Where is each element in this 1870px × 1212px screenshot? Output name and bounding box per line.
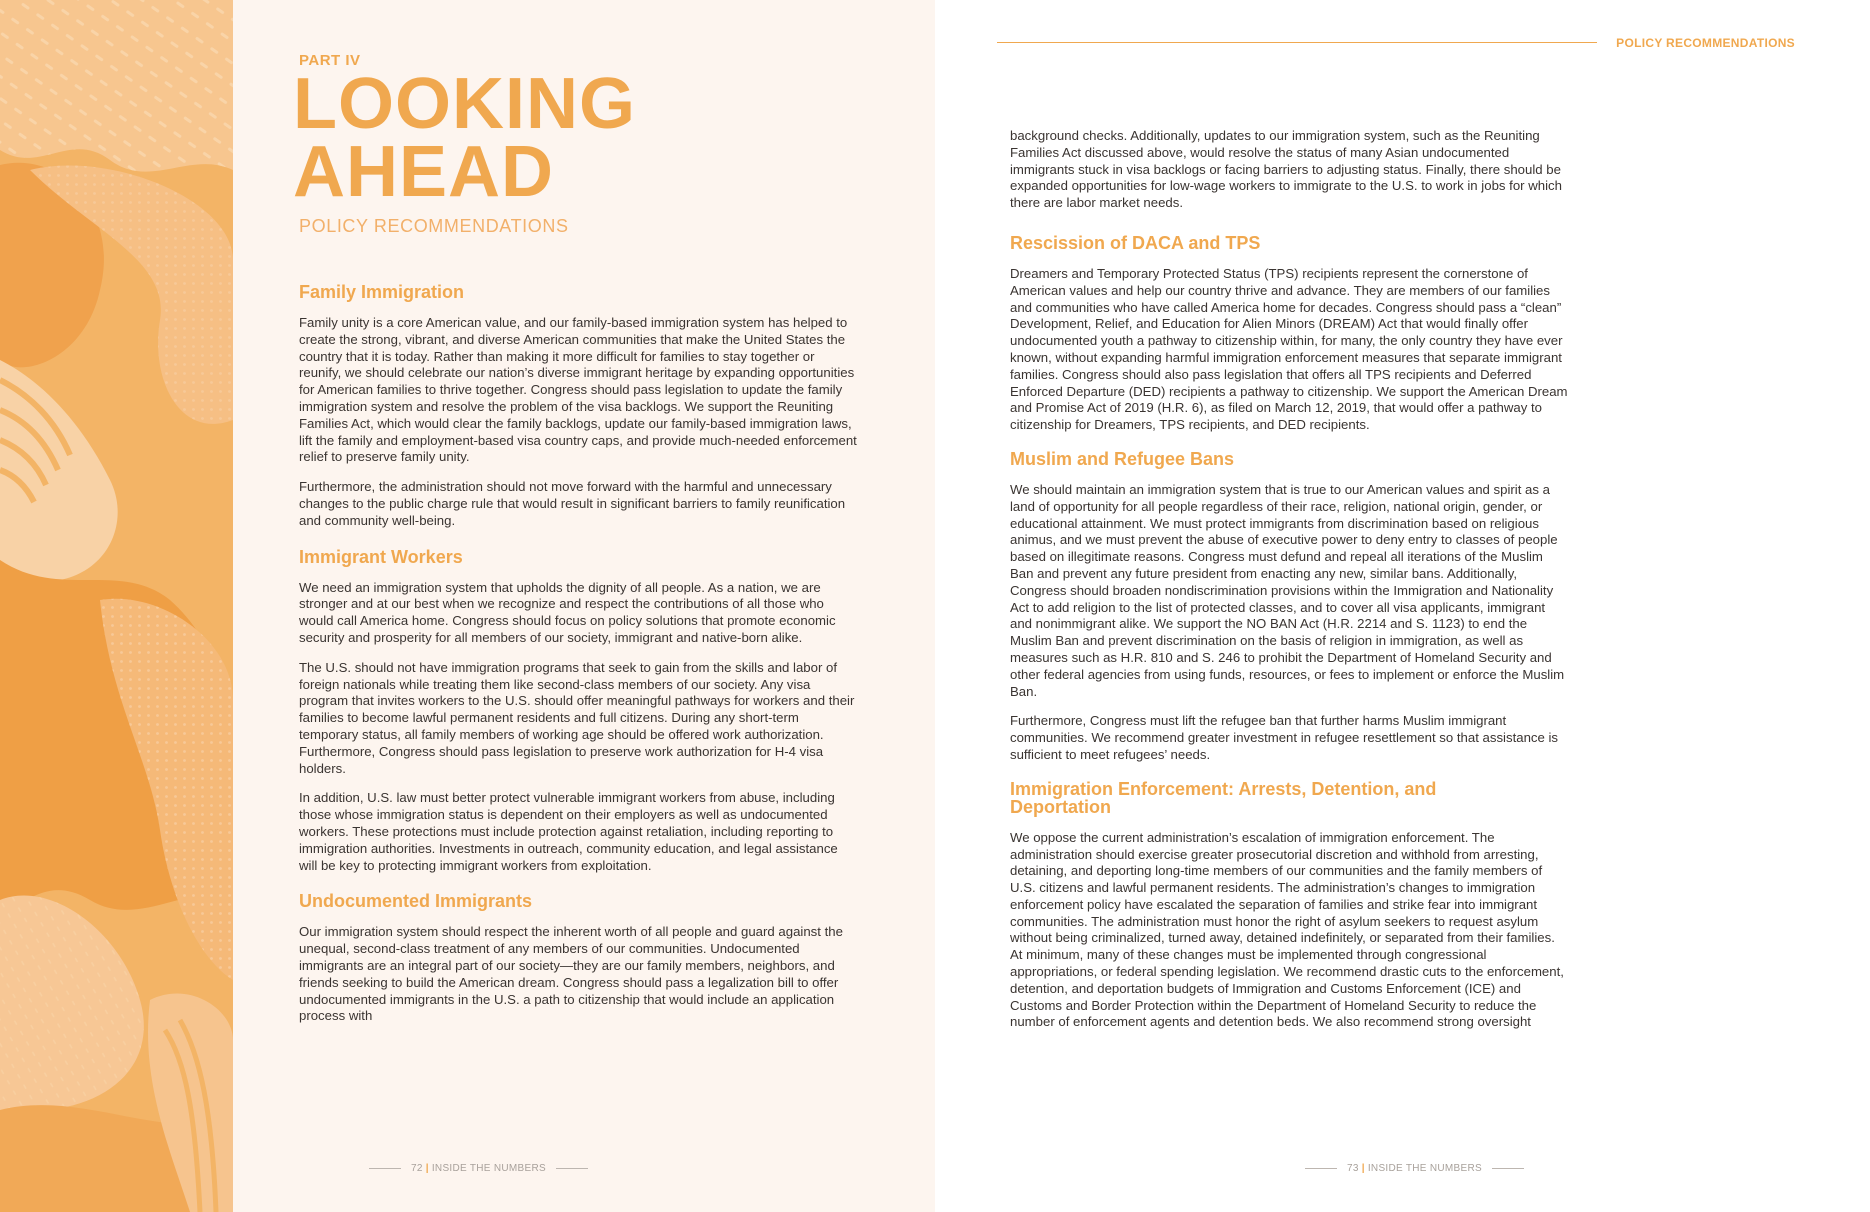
left-page-footer bbox=[359, 1163, 598, 1174]
section-muslim-refugee-bans bbox=[1010, 450, 1570, 764]
right-text-column bbox=[1010, 128, 1570, 1047]
part-label: PART IV bbox=[299, 52, 361, 69]
paragraph: We need an immigration system that upholds the dignity of all people. As a nation, we are stronger and at our best when we recognize and respect the contributions of all those who would call America home. Congress should focus on policy solutions that promote economic security and prosperity for all members of our society, immigrant and native-born alike. bbox=[299, 579, 836, 645]
left-page bbox=[233, 0, 935, 1212]
section-immigrant-workers bbox=[299, 548, 859, 875]
title-line-2: AHEAD bbox=[293, 132, 555, 212]
footer-rule bbox=[369, 1168, 401, 1169]
section-heading: Immigrant Workers bbox=[299, 546, 463, 567]
left-text-column bbox=[299, 283, 859, 1043]
footer-rule bbox=[556, 1168, 588, 1169]
footer-separator: | bbox=[1361, 1163, 1365, 1174]
header-rule bbox=[997, 42, 1597, 43]
footer-separator: | bbox=[425, 1163, 429, 1174]
paragraph: In addition, U.S. law must better protect vulnerable immigrant workers from abuse, including those whose immigration status is dependent on their employers as well as undocumented workers. These protections must include protection against retaliation, including reporting to immigration authorities. Investments in outreach, community education, and legal assistance will be key to protecting immigrant workers from exploitation. bbox=[299, 790, 838, 873]
page-number: 73 bbox=[1347, 1163, 1359, 1174]
section-heading: Immigration Enforcement: Arrests, Detention, and Deportation bbox=[1010, 778, 1437, 817]
paragraph: Furthermore, Congress must lift the refugee ban that further harms Muslim immigrant communities. We recommend greater investment in refugee resettlement so that assistance is sufficient to meet refugees’ needs. bbox=[1010, 713, 1559, 762]
paragraph: Dreamers and Temporary Protected Status (TPS) recipients represent the cornerstone of American values and help our country thrive and advance. They are members of our families and communities who have called America home for decades. Congress should pass a “clean” Development, Relief, and Education for Alien Minors (DREAM) Act that would finally offer undocumented youth a pathway to citizenship within, for many, the only country they have ever known, without expanding harmful immigration enforcement measures that separate immigrant families. Congress should also pass legislation that offers all TPS recipients and Deferred Enforced Departure (DED) recipients a pathway to citizenship. We support the American Dream and Promise Act of 2019 (H.R. 6), as filed on March 12, 2019, that would offer a pathway to citizenship for Dreamers, TPS recipients, and DED recipients. bbox=[1010, 265, 1568, 433]
paragraph: We should maintain an immigration system that is true to our American values and spirit as a land of opportunity for all people regardless of their race, religion, national origin, gender, or educational attainment. We must protect immigrants from discrimination based on religious animus, and we must prevent the abuse of executive power to deny entry to classes of people based on illegitimate reasons. Congress must defund and repeal all iterations of the Muslim Ban and prevent any future president from enacting any new, similar bans. Additionally, Congress should broaden nondiscrimination provisions within the Immigration and Nationality Act to add religion to the list of protected classes, and to cover all visa applicants, immigrant and nonimmigrant alike. We support the NO BAN Act (H.R. 2214 and S. 1123) to end the Muslim Ban and prevent discrimination on the basis of religion in immigration, as well as measures such as H.R. 810 and S. 246 to prohibit the Department of Homeland Security and other federal agencies from using funds, resources, or fees to implement or enforce the Muslim Ban. bbox=[1010, 481, 1565, 699]
paragraph: Our immigration system should respect the inherent worth of all people and guard against the unequal, second-class treatment of any members of our communities. Undocumented immigrants are an integral part of our society—they are our family members, neighbors, and friends seeking to build the American dream. Congress should pass a legalization bill to offer undocumented immigrants in the U.S. a path to citizenship that would include an application process with bbox=[299, 924, 843, 1024]
footer-rule bbox=[1305, 1168, 1337, 1169]
decorative-pattern-strip bbox=[0, 0, 233, 1212]
running-header: POLICY RECOMMENDATIONS bbox=[1616, 36, 1795, 50]
right-page-footer bbox=[1295, 1163, 1534, 1174]
right-page bbox=[935, 0, 1870, 1212]
page-title bbox=[293, 64, 636, 212]
section-heading: Muslim and Refugee Bans bbox=[1010, 448, 1235, 469]
section-undocumented-immigrants bbox=[299, 892, 859, 1025]
section-immigration-enforcement bbox=[1010, 780, 1570, 1032]
paragraph: We oppose the current administration’s escalation of immigration enforcement. The administration should exercise greater prosecutorial discretion and withhold from arresting, detaining, and deporting long-time members of our communities and the family members of U.S. citizens and lawful permanent residents. The administration’s changes to immigration enforcement policy have escalated the separation of families and strike fear into immigrant communities. The administration must honor the right of asylum seekers to request asylum without being criminalized, turned away, detained indefinitely, or separated from their families. At minimum, many of these changes must be implemented through congressional appropriations, or federal spending legislation. We recommend drastic cuts to the enforcement, detention, and deportation budgets of Immigration and Customs Enforcement (ICE) and Customs and Border Protection within the Department of Homeland Security to reduce the number of enforcement agents and detention beds. We also recommend strong oversight bbox=[1010, 829, 1564, 1030]
section-family-immigration bbox=[299, 283, 859, 530]
footer-label: INSIDE THE NUMBERS bbox=[1367, 1163, 1482, 1174]
title-line-1: LOOKING bbox=[293, 64, 636, 144]
footer-label: INSIDE THE NUMBERS bbox=[431, 1163, 546, 1174]
abstract-pattern-illustration bbox=[0, 0, 233, 1212]
section-heading: Undocumented Immigrants bbox=[299, 891, 533, 912]
page-subtitle: POLICY RECOMMENDATIONS bbox=[299, 216, 569, 236]
section-daca-tps bbox=[1010, 234, 1570, 434]
paragraph: Family unity is a core American value, and our family-based immigration system has helped to create the strong, vibrant, and diverse American communities that make the United States the country that it is today. Rather than making it more difficult for families to stay together or reunify, we should celebrate our nation’s diverse immigrant heritage by expanding opportunities for American families to thrive together. Congress should pass legislation to update the family immigration system and resolve the problem of the visa backlogs. We support the Reuniting Families Act, which would clear the family backlogs, update our family-based immigration laws, lift the family and employment-based visa country caps, and provide much-needed enforcement relief to preserve family unity. bbox=[299, 315, 857, 465]
section-heading: Family Immigration bbox=[299, 282, 465, 302]
continued-paragraph: background checks. Additionally, updates to our immigration system, such as the Reuniting Families Act discussed above, would resolve the status of many Asian undocumented immigrants stuck in visa backlogs or facing barriers to adjusting status. Finally, there should be expanded opportunities for low-wage workers to immigrate to the U.S. to work in jobs for which there are labor market needs. bbox=[1010, 128, 1562, 211]
paragraph: The U.S. should not have immigration programs that seek to gain from the skills and labor of foreign nationals while treating them like second-class members of our society. Any visa program that invites workers to the U.S. should offer meaningful pathways for workers and their families to become lawful permanent residents and full citizens. During any short-term temporary status, all family members of working age should be offered work authorization. Furthermore, Congress should pass legislation to preserve work authorization for H-4 visa holders. bbox=[299, 659, 855, 776]
footer-rule bbox=[1492, 1168, 1524, 1169]
paragraph: Furthermore, the administration should not move forward with the harmful and unnecessary changes to the public charge rule that would result in significant barriers to family reunification and community well-being. bbox=[299, 479, 846, 528]
page-number: 72 bbox=[411, 1163, 423, 1174]
section-heading: Rescission of DACA and TPS bbox=[1010, 232, 1261, 253]
